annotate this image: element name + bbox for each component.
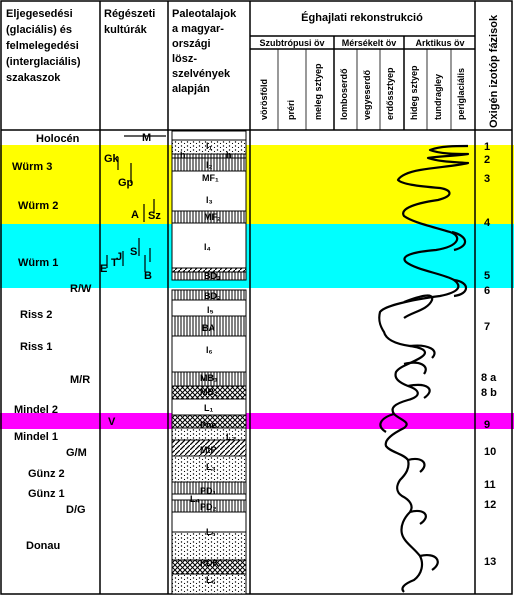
header-isotope: Oxigén izotóp fázisok: [488, 14, 500, 128]
paleosol-label: L₆: [206, 575, 216, 585]
subzone-label: hideg sztyep: [409, 65, 419, 120]
stage-label: Donau: [26, 540, 61, 552]
paleosol-label: MF₂: [204, 212, 221, 222]
subzone-label: tundragley: [433, 73, 443, 120]
paleosol-label: L₂: [226, 432, 236, 442]
isotope-stage-label: 11: [484, 479, 496, 491]
header-subzones: [259, 63, 466, 120]
paleosol-label: MF₁: [202, 173, 219, 183]
culture-label: A: [131, 209, 139, 221]
stage-label: Würm 1: [18, 257, 59, 269]
header-zones: [260, 38, 465, 48]
header-paleosols: [172, 8, 237, 95]
paleosol-label: L₁: [204, 403, 214, 413]
stage-label: Würm 2: [18, 200, 59, 212]
isotope-stage-label: 8 a: [481, 372, 497, 384]
isotope-stage-label: 10: [484, 446, 497, 458]
header-climate-title: Éghajlati rekonstrukció: [301, 12, 423, 24]
paleosol-label: L₃: [206, 462, 216, 472]
paleosol-label: MtP: [200, 445, 217, 455]
stage-label: Riss 1: [20, 341, 53, 353]
header-paleosols-line: a magyar-: [172, 23, 224, 35]
header-paleosols-line: szelvények: [172, 68, 231, 80]
paleosol-label: BD₁: [204, 271, 221, 281]
culture-label: Gk: [104, 153, 119, 165]
paleosol-label: h: [226, 150, 232, 160]
paleosol-label: l₃: [206, 195, 213, 205]
paleosol-label: BA: [202, 323, 215, 333]
culture-label: T: [111, 257, 118, 269]
paleosol-label: h: [180, 150, 186, 160]
header-stages-line: (interglaciális): [6, 56, 81, 68]
paleosol-label: BD₂: [204, 291, 221, 301]
stage-label: G/M: [66, 447, 87, 459]
band-wurm-1: [0, 224, 514, 288]
paleosol-label: MB₁: [200, 373, 218, 383]
isotope-stage-label: 12: [484, 499, 497, 511]
isotope-stage-label: 6: [484, 285, 491, 297]
header-stages-line: Eljegesedési: [6, 8, 73, 20]
paleosol-label: PDK: [200, 558, 220, 568]
paleosol-label: l₁: [206, 141, 213, 151]
subzone-label: meleg sztyep: [313, 63, 323, 120]
header-stages-line: felmelegedési: [6, 40, 79, 52]
isotope-stage-label: 4: [484, 217, 491, 229]
subzone-label: vegyeserdő: [362, 69, 372, 120]
culture-label: B: [144, 270, 152, 282]
subzone-label: préri: [286, 99, 296, 120]
paleosol-layer: [172, 131, 246, 140]
isotope-stage-label: 3: [484, 173, 491, 185]
subzone-label: lomboserdő: [339, 68, 349, 120]
zone-label: Szubtrópusi öv: [259, 38, 325, 48]
stage-label: Mindel 2: [14, 404, 59, 416]
stage-label: Günz 1: [28, 488, 65, 500]
culture-label: M: [142, 132, 152, 144]
header-paleosols-line: Paleotalajok: [172, 8, 237, 20]
paleosol-label: PD₁: [200, 486, 217, 496]
isotope-stage-label: 2: [484, 154, 491, 166]
isotope-stage-label: 13: [484, 556, 497, 568]
culture-label: J: [116, 251, 123, 263]
header-paleosols-line: országi: [172, 38, 211, 50]
isotope-stage-label: 9: [484, 419, 491, 431]
culture-label: E: [100, 263, 108, 275]
paleosol-label: l₂: [206, 160, 213, 170]
stage-label: R/W: [70, 283, 92, 295]
zone-label: Arktikus öv: [415, 38, 465, 48]
header-cultures-line: kultúrák: [104, 24, 147, 36]
header-stages-line: szakaszok: [6, 72, 61, 84]
stage-label: Günz 2: [28, 468, 65, 480]
paleosol-label: PD₂: [200, 502, 217, 512]
stage-label: Holocén: [36, 133, 80, 145]
header-cultures: [104, 8, 155, 36]
header-paleosols-line: alapján: [172, 83, 210, 95]
stage-label: Würm 3: [12, 161, 53, 173]
isotope-stage-label: 1: [484, 141, 491, 153]
band-mindel-2: [0, 413, 514, 429]
culture-label: V: [108, 416, 116, 428]
paleosol-label: MB₂: [200, 387, 218, 397]
paleosol-label: l₆: [206, 345, 213, 355]
culture-label: Sz: [148, 210, 161, 222]
header-paleosols-line: lösz-: [172, 53, 198, 65]
culture-label: S: [130, 246, 138, 258]
isotope-stage-label: 7: [484, 321, 491, 333]
subzone-label: periglaciális: [456, 67, 466, 120]
isotope-stage-label: 5: [484, 270, 491, 282]
stage-label: D/G: [66, 504, 86, 516]
paleosol-label: l₅: [207, 305, 214, 315]
header-stages: [6, 8, 81, 84]
stage-label: Mindel 1: [14, 431, 59, 443]
paleosol-label: Pne: [200, 420, 217, 430]
header-cultures-line: Régészeti: [104, 8, 156, 20]
subzone-label: erdőssztyep: [385, 67, 395, 120]
paleosol-label: L₄: [190, 494, 200, 504]
culture-label: Gp: [118, 177, 134, 189]
zone-label: Mérsékelt öv: [341, 38, 397, 48]
stage-label: Riss 2: [20, 309, 53, 321]
header-stages-line: (glaciális) és: [6, 24, 73, 36]
isotope-stage-label: 8 b: [481, 387, 497, 399]
paleosol-label: l₄: [204, 242, 211, 252]
paleosol-label: L₅: [206, 527, 216, 537]
subzone-label: vörösföld: [259, 78, 269, 120]
stage-label: M/R: [70, 374, 91, 386]
